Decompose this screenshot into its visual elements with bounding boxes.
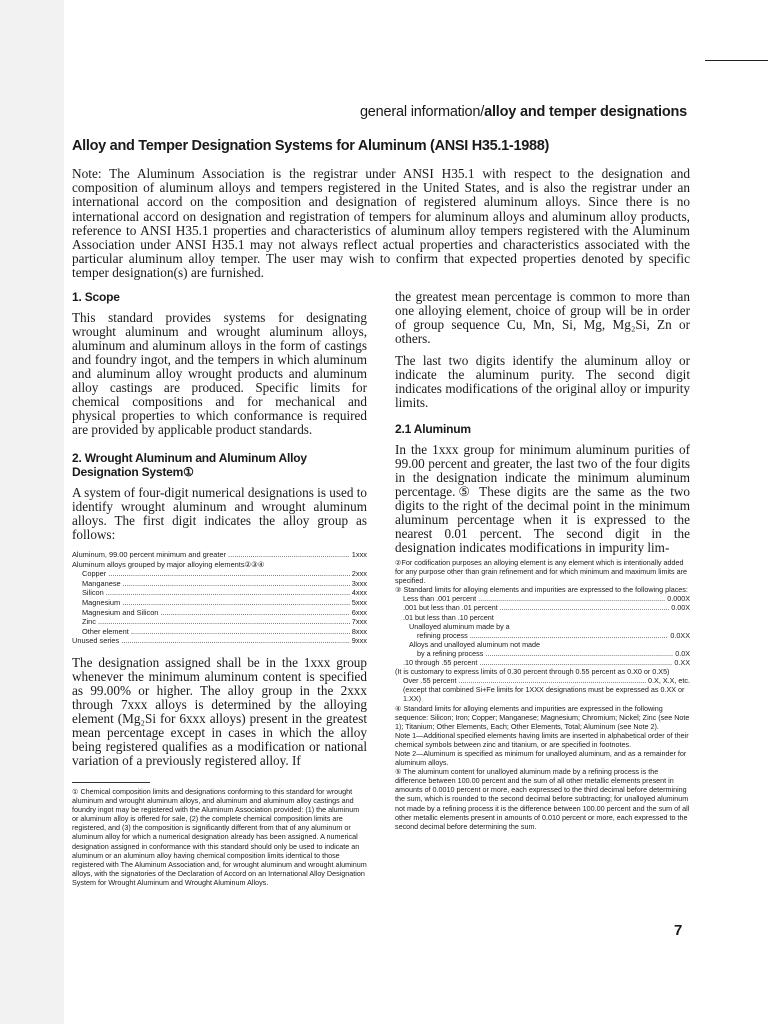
designation-paragraph: The designation assigned shall be in the 1xxx group whenever the minimum aluminum content is specified as 99.00% or higher. The alloy group in the 2xxx through 7xxx alloys is determined by the alloying element (Mg₂Si for 6xxx alloys) present in the greatest mean percentage except in cases in which the alloy being registered qualifies as a modification or national variation of a previously registered alloy. If xyxy=(72,654,367,768)
limit-row: Alloys and unalloyed aluminum not made xyxy=(409,639,541,649)
limit-row: .01 but less than .10 percent xyxy=(403,612,494,622)
aluminum-heading: 2.1 Aluminum xyxy=(395,422,471,436)
right-column xyxy=(395,289,690,831)
limit-row: .10 through .55 percent ..... 0.XX xyxy=(395,658,690,667)
note-paragraph: Note: The Aluminum Association is the registrar under ANSI H35.1 with respect to the designation and composition of aluminum alloys and tempers registered in the United States, and is also the registrar under an international accord on the composition and designation of registered aluminum alloys. Since there is no international accord on designation and registration of tempers for aluminum alloys and aluminum alloy products, reference to ANSI H35.1 properties and characteristics of aluminum alloy tempers registered with the Aluminum Association under ANSI H35.1 may not always reflect actual properties and characteristics associated with the particular aluminum alloy temper. The user may wish to confirm that expected properties denoted by specific temper designation(s) are furnished. xyxy=(72,166,690,281)
series-row: Magnesium ..... 5xxx xyxy=(72,598,367,608)
running-header xyxy=(300,104,687,120)
series-row: Unused series ..... 9xxx xyxy=(72,636,367,646)
limit-row: Less than .001 percent ..... 0.000X xyxy=(395,594,690,603)
limit-custom-note: (It is customary to express limits of 0.30 percent through 0.55 percent as 0.X0 or 0.X5) xyxy=(395,667,670,677)
footnote-1: ① Chemical composition limits and designations conforming to this standard for wrought aluminum and wrought aluminum alloys, and aluminum and aluminum alloy castings and foundry ingot may be registered with the Aluminum Association provided: (1) the aluminum or aluminum alloy is offered for sale, (2) the complete chemical composition limits are registered, and (3) the composition is significantly different from that of any aluminum or aluminum alloy for which a numerical designation already has been assigned. A numerical designation assigned in conformance with this standard should only be used to indicate an aluminum or an aluminum alloy having chemical composition limits identical to those registered with The Aluminum Association and, for wrought aluminum and wrought aluminum alloys, with the signatories of the Declaration of Accord on an International Alloy Designation System for Wrought Aluminum and Wrought Aluminum Alloys. xyxy=(72,786,367,887)
last-two-digits-paragraph: The last two digits identify the aluminum alloy or indicate the aluminum purity. The second digit indicates modifications of the original alloy or impurity limits. xyxy=(395,353,690,410)
limit-row: Over .55 percent ..... 0.X, X.X, etc. xyxy=(395,676,690,685)
series-row: Magnesium and Silicon ..... 6xxx xyxy=(72,608,367,618)
footnote-5: ⑤ The aluminum content for unalloyed aluminum made by a refining process is the difference between 100.00 percent and the sum of all other metallic elements present in amounts of 0.0010 percent or more, each expressed to the third decimal before determining the sum, which is rounded to the second decimal before subtracting; for unalloyed aluminum not made by a refining process it is the difference between 100.00 percent and the sum of all other metallic elements present in amounts of 0.010 percent or more, each expressed to the second decimal before determining the sum. xyxy=(395,767,690,831)
limit-row: by a refining process ..... 0.0X xyxy=(395,649,690,658)
wrought-heading: 2. Wrought Aluminum and Aluminum Alloy Designation System① xyxy=(72,451,307,479)
top-rule xyxy=(705,60,768,61)
note-2: Note 2—Aluminum is specified as minimum for unalloyed aluminum, and as a remainder for aluminum alloys. xyxy=(395,748,687,768)
page-number: 7 xyxy=(674,922,683,939)
note-1: Note 1—Additional specified elements having limits are inserted in alphabetical order of their chemical symbols between zinc and titanium, or are specified in footnotes. xyxy=(395,730,689,749)
series-row: Other element ..... 8xxx xyxy=(72,627,367,637)
series-row: Aluminum, 99.00 percent minimum and greater ..... 1xxx xyxy=(72,550,367,560)
aluminum-text: In the 1xxx group for minimum aluminum purities of 99.00 percent and greater, the last two of the four digits in the designation indicate the minimum aluminum percentage.⑤ These digits are the same as the two digits to the right of the decimal point in the minimum aluminum percentage when it is expressed to the nearest 0.01 percent. The second digit in the designation indicates modifications in impurity lim- xyxy=(395,442,690,555)
limit-row: Unalloyed aluminum made by a xyxy=(409,621,510,631)
footnote-4: ④ Standard limits for alloying elements and impurities are expressed in the following sequence: Silicon; Iron; Copper; Manganese; Magnesium; Chromium; Nickel; Zinc (see Note 1); Titanium; Other Elements, Each; Other Elements, Total; Aluminum (see Note 2). xyxy=(395,703,690,731)
footnote-2: ②For codification purposes an alloying element is any element which is intentionally added for any purpose other than grain refinement and for which minimum and maximum limits are specified. xyxy=(395,558,688,586)
limit-row: .001 but less than .01 percent ..... 0.00X xyxy=(395,603,690,612)
alloy-series-list xyxy=(72,550,367,646)
header-topic: alloy and temper designations xyxy=(484,104,687,120)
scan-margin xyxy=(0,0,64,1024)
scope-heading: 1. Scope xyxy=(72,290,120,304)
series-group-label: Aluminum alloys grouped by major alloying elements②③④ xyxy=(72,559,265,569)
series-row: Copper ..... 2xxx xyxy=(72,569,367,579)
page-title: Alloy and Temper Designation Systems for Aluminum (ANSI H35.1-1988) xyxy=(72,138,550,154)
series-row: Manganese ..... 3xxx xyxy=(72,579,367,589)
right-footnotes xyxy=(395,558,690,831)
series-row: Silicon ..... 4xxx xyxy=(72,588,367,598)
limit-except-note: (except that combined Si+Fe limits for 1XXX designations must be expressed as 0.XX or 1.XX) xyxy=(403,685,685,704)
footnote-rule xyxy=(72,782,150,783)
wrought-intro: A system of four-digit numerical designations is used to identify wrought aluminum and wrought aluminum alloys. The first digit indicates the alloy group as follows: xyxy=(72,485,367,542)
footnote-3-intro: ③ Standard limits for alloying elements and impurities are expressed to the following places: xyxy=(395,585,688,595)
series-row: Zinc ..... 7xxx xyxy=(72,617,367,627)
limit-row: refining process ..... 0.0XX xyxy=(395,631,690,640)
group-sequence-paragraph: the greatest mean percentage is common to more than one alloying element, choice of group will be in order of group sequence Cu, Mn, Si, Mg, Mg₂Si, Zn or others. xyxy=(395,289,690,346)
scope-text: This standard provides systems for designating wrought aluminum and wrought aluminum alloys, aluminum and aluminum alloys in the form of castings and foundry ingot, and the tempers in which aluminum and aluminum alloy wrought products and aluminum alloy castings are produced. Specific limits for chemical compositions and for mechanical and physical properties to which conformance is required are provided by applicable product standards. xyxy=(72,310,367,437)
left-column xyxy=(72,290,367,887)
header-section: general information/ xyxy=(359,104,485,120)
